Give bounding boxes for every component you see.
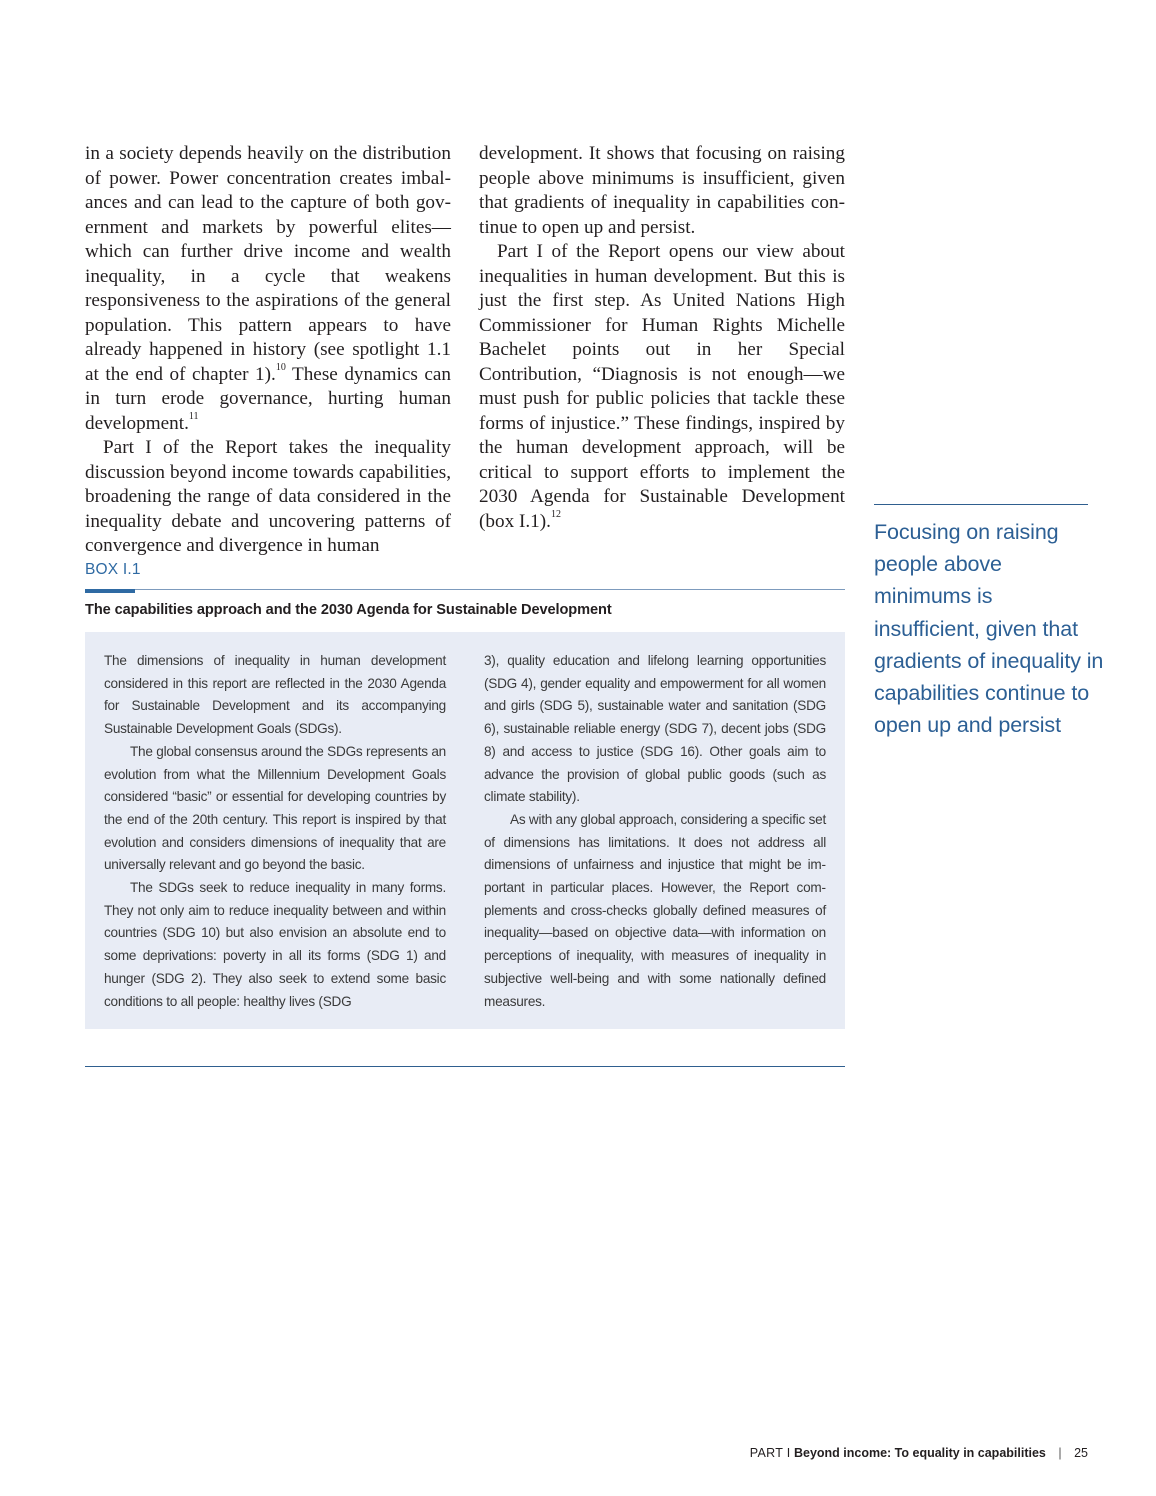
body-text: Part I of the Report opens our view about inequalities in human development. But this is just the first step. As United Nations High Commissioner for Human Rights Michelle Bachelet points out in her Special Contribution, “Diagnosis is not enough—we must push for public policies that tackle these forms of injustice.” These findings, inspired by the human development approach, will be critical to support efforts to implement the 2030 Agenda for Sustainable Development (box I.1). — [479, 241, 845, 532]
box-paragraph: The SDGs seek to reduce inequality in many forms. They not only aim to reduce inequality between and within countries (SDG 10) but also envision an absolute end to some deprivations: poverty in all its forms (SDG 1) and hunger (SDG 2). They also seek to extend some basic conditions to all people: healthy lives (SDG — [104, 880, 446, 1009]
main-left-column — [85, 142, 451, 559]
body-paragraph: development. It shows that focusing on raising people above minimums is insufficient, given that gradients of inequality in capabilities continue to open up and persist. — [479, 143, 845, 238]
box-bottom-rule — [85, 1066, 845, 1067]
body-text: in a society depends heavily on the distribution of power. Power concentration creates imbalances and can lead to the capture of both government and markets by powerful elites—which can further drive income and wealth inequality, in a cycle that weakens responsiveness to the aspirations of the general population. This pattern appears to have already happened in history (see spotlight 1.1 at the end of chapter 1). — [85, 143, 451, 385]
pull-quote-rule — [874, 504, 1088, 505]
box-paragraph: As with any global approach, considering a specific set of dimensions has limitations. It does not address all dimensions of unfairness and injustice that might be important in particular places. However, the Report complements and cross-checks globally defined measures of inequality—based on objective data—with information on perceptions of inequality, with measures of inequality in subjective well-being and with some nationally defined measures. — [484, 811, 826, 1009]
footnote-ref[interactable]: 12 — [550, 509, 561, 521]
box-paragraph: The dimensions of inequality in human development considered in this report are reflected in the 2030 Agenda for Sustainable Development and its accompanying Sustainable Development Goals (SDGs). — [104, 653, 446, 737]
box-right-column — [484, 650, 826, 1013]
box-header-accent — [85, 589, 135, 593]
main-right-column — [479, 142, 845, 534]
footer-separator: | — [1058, 1446, 1062, 1460]
page-number: 25 — [1074, 1446, 1088, 1460]
body-text: These dynamics can in turn erode governance, hurting human development. — [85, 363, 451, 434]
box-paragraph: 3), quality education and lifelong learning opportunities (SDG 4), gender equality and empowerment for all women and girls (SDG 5), sustainable water and sanitation (SDG 6), sustainable reliable energy (SDG 7), decent jobs (SDG 8) and access to justice (SDG 16). Other goals aim to advance the provision of global public goods (such as climate stability). — [484, 653, 826, 805]
pull-quote: Focusing on raising people above minimums is insufficient, given that gradients of inequality in capabilities continue to open up and persist — [874, 520, 1104, 738]
box-left-column — [104, 650, 446, 1013]
body-paragraph — [479, 240, 845, 534]
box-paragraph: The global consensus around the SDGs represents an evolution from what the Millennium Development Goals considered “basic” or essential for developing countries by the end of the 20th century. This report is inspired by that evolution and considers dimensions of inequality that are universally relevant and go beyond the basic. — [104, 743, 446, 873]
footnote-ref[interactable]: 10 — [275, 362, 286, 374]
footnote-ref[interactable]: 11 — [188, 411, 199, 423]
page-footer — [750, 1446, 1088, 1460]
box-label: BOX I.1 — [85, 561, 141, 578]
body-paragraph: Part I of the Report takes the inequality discussion beyond income towards capabilities, broadening the range of data considered in the inequality debate and uncovering patterns of convergence and divergence in human — [85, 437, 451, 556]
footer-part-label: PART I — [749, 1446, 791, 1460]
body-paragraph — [85, 142, 451, 436]
footer-title: Beyond income: To equality in capabilities — [793, 1446, 1046, 1460]
box-title: The capabilities approach and the 2030 Agenda for Sustainable Development — [85, 602, 612, 618]
box-header-rule — [85, 589, 845, 590]
